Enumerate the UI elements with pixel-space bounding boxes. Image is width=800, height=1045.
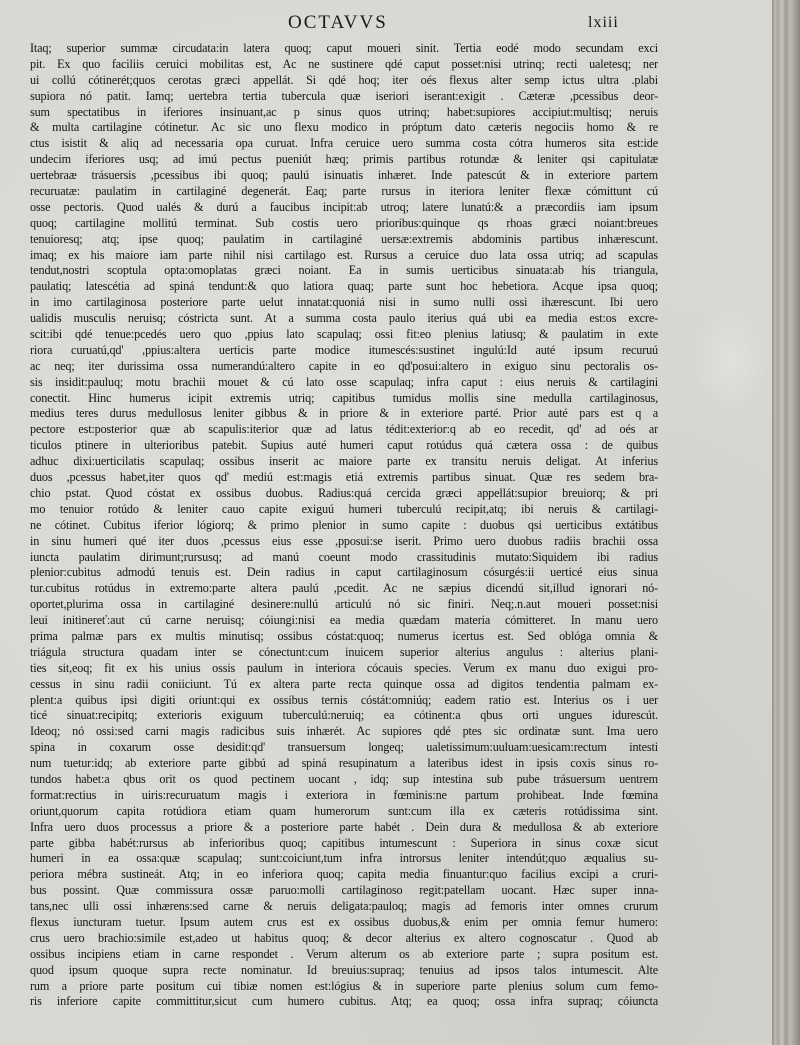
text-line: quoq; cartilagine mollitú terminat. Sub costis uero prioribus:quinque qs rhoas græci noiant:breues — [30, 215, 658, 230]
text-line: undecim iferiores usq; ad imú pectus pueniút hæq; primis partibus rotundæ & leniter qsi capitulatæ — [30, 152, 658, 167]
text-line: spina in coxarum osse desidit:qd' transuersum longeq; ualetissimum:uuluam:uesicam:rectum intesti — [30, 740, 658, 755]
text-line: tur.cubitus rotúdus in extremo:parte altera paulú ,pcedit. Ac ne sæpius dicendú sit,illud ignorari nó- — [30, 581, 658, 596]
text-line: bus possint. Quæ commissura ossæ paruo:molli cartilaginoso regit:patellam uocant. Hæc super inna- — [30, 883, 658, 898]
text-line: oriunt,quorum capita rotúdiora etiam quam humerorum sunt:cum illa ex cæteris rotúdissima sint. — [30, 803, 658, 818]
running-head: OCTAVVS — [288, 12, 388, 33]
text-line: conectit. Hinc humerus icipit extremis utriq; capitibus tumidus mollis sine medulla cartilaginosus, — [30, 390, 658, 405]
text-line: ac neq; iter durissima ossa numerandú:altero capite in eo qd'posui:altero in exiguo sinu pectoralis os- — [30, 358, 658, 373]
text-line: uertebraæ trásuersis ,pcessibus ibi quoq; paulú isinuatis inhæret. Inde patescút & in exteriore partem — [30, 168, 658, 183]
text-line: supiora nó patit. Iamq; uertebra tertia tubercula quæ iseriori iserant:exigit . Cæteræ ,pcessibus deor- — [30, 88, 658, 103]
text-line: in sinu humeri qué iter duos ,pcessus eius esse ,pposui:se iserit. Primo uero duobus radiis brachii ossa — [30, 533, 658, 548]
text-line: periora mébra sustineát. Atq; in eo inferiora quoq; capita media finuantur:quo facilius excipi a cruri- — [30, 867, 658, 882]
text-line: tundos habet:a qbus orit os quod pectinem uocant , idq; sup intestina sub pube trásuersum uentrem — [30, 771, 658, 786]
text-line: pectore est:posterior quæ ab scapulis:iterior quæ ad latus tédit:exterior:q ab eo recedit, qd' ad oés ar — [30, 422, 658, 437]
text-line: ctus isistit & aliq ad necessaria opa curuat. Infra ceruice uero summa costa cótra humeros sita est:ide — [30, 136, 658, 151]
text-line: ris inferiore capite committitur,sicut cum humero cubitus. Atq; ea quoq; ossa infra supraq; cóiuncta — [30, 994, 658, 1009]
text-line: mo tenuior rotúdo & leniter cauo capite exiguú humeri tuberculú recipit,atq; ibi neruis & cartilagi- — [30, 501, 658, 516]
text-line: tans,nec ulli ossi inhærens:sed carne & neruis deligata:pauloq; magis ad femoris inter omnes crurum — [30, 899, 658, 914]
text-line: leui initinereť:aut cú carne neruisq; cóiungi:nisi ea media quædam materia cómitteret. In manu uero — [30, 613, 658, 628]
text-line: tenuioresq; atq; ipse quoq; paulatim in cartilaginé uersæ:extremis abdominis partibus inhærescunt. — [30, 231, 658, 246]
text-line: Itaq; superior summæ circudata:in latera quoq; caput moueri sinit. Tertia eodé modo secundam exci — [30, 41, 658, 55]
text-line: cessus in sinu radii coniiciunt. Tú ex altera parte recta quinque ossa ad digitos tendentia palmam ex- — [30, 676, 658, 691]
text-line: Ideoq; nó ossi:sed carni magis radicibus suis inhærét. Ac supiores qdé ptes sic ordinatæ sunt. Ima uero — [30, 724, 658, 739]
text-line: num tuetur:idq; ab exteriore parte gibbú ad spiná resupinatum a lateribus idest in ipsis coxis sinus ro- — [30, 756, 658, 771]
text-line: flexus iuncturam tuetur. Ipsum autem crus est ex ossibus duobus,& enim per omnia femur humero: — [30, 914, 658, 929]
text-line: plent:a quibus ipsi digiti oriunt:qui ex ossibus ternis cóstát:omniúq; eadem ratio est. Interius os i uer — [30, 692, 658, 707]
text-line: ualidis musculis neruisq; cóstricta sunt. At a summa costa paulo iterius quá ubi ea media est:os excre- — [30, 311, 658, 326]
text-line: riora curuatú,qd' ,ppius:altera uerticis parte modice itumescés:sustinet ingulú:Id auté ipsum recuruú — [30, 342, 658, 357]
text-line: tendut,nostri scoptula opta:omoplatas græci noiant. Ea in sumis uerticibus sinuata:ab his triangula, — [30, 263, 658, 278]
text-line: medius teres durus medullosus leniter gibbus & in priore & in exteriore parté. Prior auté pars est q a — [30, 406, 658, 421]
text-line: oportet,plurima ossa in cartilaginé desinere:nullú articulú nó sic finiri. Neq;.n.aut moueri posset:nisi — [30, 597, 658, 612]
text-line: adhuc dixi:uerticilatis scapulaq; ossibus inserit ac maiore parte ex transitu neruis deligat. At inferius — [30, 454, 658, 469]
text-line: iuncta paulatim dirimunt;rursusq; ad manú coeunt modo crassitudinis mutato:Siquidem ibi radius — [30, 549, 658, 564]
book-fore-edge — [772, 0, 800, 1045]
text-line: humeri in ea ossa:quæ scapulaq; sunt:coiciunt,tum infra introrsus leniter intendút;quo æqualius su- — [30, 851, 658, 866]
latin-text-block — [30, 41, 658, 1010]
text-line: paulatiq; latescétia ad spiná tendunt:& quo latiora quaq; parte sunt hoc hebetiora. Acque ipsa quoq; — [30, 279, 658, 294]
text-line: in imo cartilaginosa posteriore parte uelut innatat:quoniá nisi in sumo nulli ossi ihærescunt. Ibi uero — [30, 295, 658, 310]
text-line: ties sit,eoq; fit ex his unius ossis paulum in interiora cócauis species. Verum ex manu duo exigui pro- — [30, 660, 658, 675]
text-line: recuruatæ: paulatim in cartilaginé degenerát. Eaq; parte rursus in iteriora leniter flexæ cómittunt cú — [30, 184, 658, 199]
page-header — [0, 10, 772, 38]
text-line: pit. Ex quo faciliis ceruici mobilitas est, Ac ne sustinere qdé caput posset:nisi utrinq; recti ualetesq; ner — [30, 56, 658, 71]
text-line: chio pstat. Quod cóstat ex ossibus duobus. Radius:quá cercida græci appellát:supior breuiorq; & pri — [30, 485, 658, 500]
text-line: sis insidit:pauluq; motu brachii mouet & cú lato osse scapulaq; infra caput : eius neruis & cartilagini — [30, 374, 658, 389]
text-line: ossibus incipiens etiam in carne respondet . Verum alterum os ab exteriore parte ; supra positum est. — [30, 946, 658, 961]
text-line: ticé sinuat:recipitq; exterioris exiguum tuberculú:neruiq; ea cótinent:a qbus orti ungues idurescút. — [30, 708, 658, 723]
text-line: duos ,pcessus habet,iter quos qd' mediú est:magis etiá extremis partibus sinuat. Quæ res sedem bra- — [30, 470, 658, 485]
text-line: ticulos ptinere in ulterioribus patebit. Supius auté humeri caput rotúdus quá cætera ossa : de quibus — [30, 438, 658, 453]
text-line: quod ipsum quoque supra recte nominatur. Id breuius:supraq; tenuius ad ipsos talos intumescit. Alte — [30, 962, 658, 977]
text-line: imaq; ex his maiore iam parte nihil nisi cartilago est. Rursus a ceruice duo lata ossa utriq; ad scapulas — [30, 247, 658, 262]
text-line: rum a priore parte positum cui tibiæ nomen est:lógius & in superiore parte plenius solum cum femo- — [30, 978, 658, 993]
text-line: ne cótinet. Cubitus iferior lógiorq; & primo plenior in sumo capite : duobus qsi uerticibus extátibus — [30, 517, 658, 532]
text-line: prima palmæ pars ex multis minutisq; ossibus cóstat:quoq; numerus icertus est. Sed oblóga omnia & — [30, 628, 658, 643]
text-line: & multa cartilagine cótinetur. Ac sic uno flexu modico in próptum dato cæteris negociis homo & re — [30, 120, 658, 135]
text-line: sum spectatibus in iferiores insinuant,ac p sinus quos utrinq; habet:supiores accipiut:multisq; neruis — [30, 104, 658, 119]
text-line: plenior:cubitus admodú tenuis est. Dein radius in caput cartilaginosum cósurgés:ii uerticé eius sinua — [30, 565, 658, 580]
text-line: crus uero brachio:simile est,adeo ut habitus quoq; & decor alterius ex altero cognoscatur . Quod ab — [30, 930, 658, 945]
text-line: scit:ibi qdé tenue:pcedés uero quo ,ppius lato scapulaq; ossi fit:eo plenius latiusq; & paulatim in exte — [30, 327, 658, 342]
text-line: osse pectoris. Quod ualés & durú a faucibus incipit:ab utroq; latere lunatú:& a præcordiis iam ipsum — [30, 199, 658, 214]
text-line: parte gibba habét:rursus ab inferioribus quoq; capitibus intumescunt : Superiora in sinus coxæ sicut — [30, 835, 658, 850]
text-line: triágula structura quadam inter se cónectunt:cum inuicem superior alterius angulus : alterius plani- — [30, 644, 658, 659]
folio-number: lxiii — [588, 14, 619, 31]
paper-stain — [690, 300, 770, 420]
text-line: Infra uero duos processus a priore & a posteriore parte habét . Dein dura & medullosa & ab exteriore — [30, 819, 658, 834]
text-line: ui collú cótinerét;quos cerotas græci appellát. Si qdé hoq; iter oés flexus alter semp ictus ultra .plabi — [30, 72, 658, 87]
text-line: format:rectius in uiris:recuruatum magis i exteriora in fœminis:ne partum prohibeat. Inde fœmina — [30, 787, 658, 802]
